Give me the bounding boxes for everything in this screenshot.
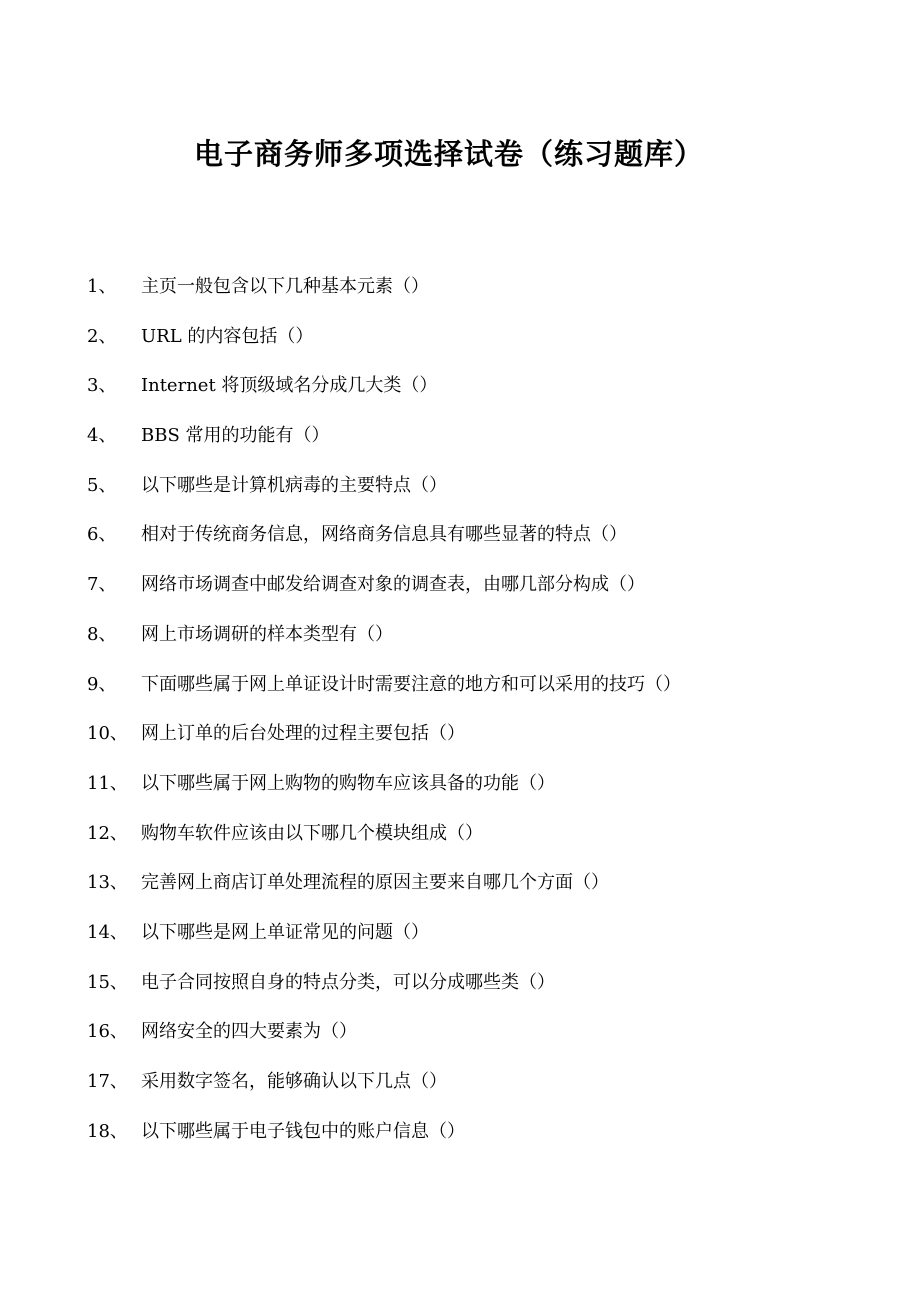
question-text: 完善网上商店订单处理流程的原因主要来自哪几个方面（） xyxy=(141,872,609,894)
question-number: 13、 xyxy=(87,872,128,894)
question-text: 采用数字签名，能够确认以下几点（） xyxy=(141,1071,447,1092)
question-number: 15、 xyxy=(87,971,128,993)
question-item xyxy=(0,417,920,467)
question-number: 6、 xyxy=(87,524,117,546)
question-text: 网上市场调研的样本类型有（） xyxy=(141,623,393,645)
question-text: 以下哪些是网上单证常见的问题（） xyxy=(141,921,429,943)
question-number: 12、 xyxy=(87,822,128,844)
question-text: 以下哪些是计算机病毒的主要特点（） xyxy=(141,474,447,496)
page-title: 电子商务师多项选择试卷（练习题库） xyxy=(193,137,704,171)
question-item xyxy=(0,318,920,368)
question-item xyxy=(0,715,920,765)
question-text: BBS 常用的功能有（） xyxy=(141,425,330,447)
question-number: 7、 xyxy=(87,574,117,596)
question-number: 11、 xyxy=(87,772,128,794)
question-item xyxy=(0,914,920,964)
question-text: 以下哪些属于电子钱包中的账户信息（） xyxy=(141,1120,465,1142)
question-text: 购物车软件应该由以下哪几个模块组成（） xyxy=(141,822,483,844)
question-number: 18、 xyxy=(87,1120,128,1142)
question-item xyxy=(0,1113,920,1163)
question-item xyxy=(0,666,920,716)
question-item xyxy=(0,815,920,865)
question-text: 网络安全的四大要素为（） xyxy=(141,1021,357,1043)
question-number: 8、 xyxy=(87,623,117,645)
question-item xyxy=(0,1063,920,1113)
question-text: 网上订单的后台处理的过程主要包括（） xyxy=(141,723,465,745)
question-number: 16、 xyxy=(87,1021,128,1043)
question-number: 5、 xyxy=(87,474,117,496)
question-number: 17、 xyxy=(87,1071,128,1092)
question-text: 以下哪些属于网上购物的购物车应该具备的功能（） xyxy=(141,772,555,794)
question-text: 网络市场调查中邮发给调查对象的调查表，由哪几部分构成（） xyxy=(141,574,645,596)
question-item xyxy=(0,864,920,914)
question-item xyxy=(0,765,920,815)
question-text: 主页一般包含以下几种基本元素（） xyxy=(141,276,429,297)
question-text: 相对于传统商务信息，网络商务信息具有哪些显著的特点（） xyxy=(141,524,627,546)
question-item xyxy=(0,616,920,666)
question-number: 9、 xyxy=(87,673,117,695)
question-item xyxy=(0,1013,920,1063)
question-text: 电子合同按照自身的特点分类，可以分成哪些类（） xyxy=(141,971,555,993)
question-number: 14、 xyxy=(87,921,128,943)
question-number: 4、 xyxy=(87,425,117,447)
question-item xyxy=(0,467,920,517)
question-number: 1、 xyxy=(87,276,117,297)
question-item xyxy=(0,964,920,1014)
question-item xyxy=(0,268,920,318)
question-text: Internet 将顶级域名分成几大类（） xyxy=(141,375,438,397)
question-text: URL 的内容包括（） xyxy=(141,325,314,347)
question-item xyxy=(0,516,920,566)
question-item xyxy=(0,367,920,417)
question-number: 10、 xyxy=(87,723,128,745)
question-number: 2、 xyxy=(87,325,117,347)
question-number: 3、 xyxy=(87,375,117,397)
question-list xyxy=(0,268,920,1162)
question-item xyxy=(0,566,920,616)
question-text: 下面哪些属于网上单证设计时需要注意的地方和可以采用的技巧（） xyxy=(141,673,681,695)
